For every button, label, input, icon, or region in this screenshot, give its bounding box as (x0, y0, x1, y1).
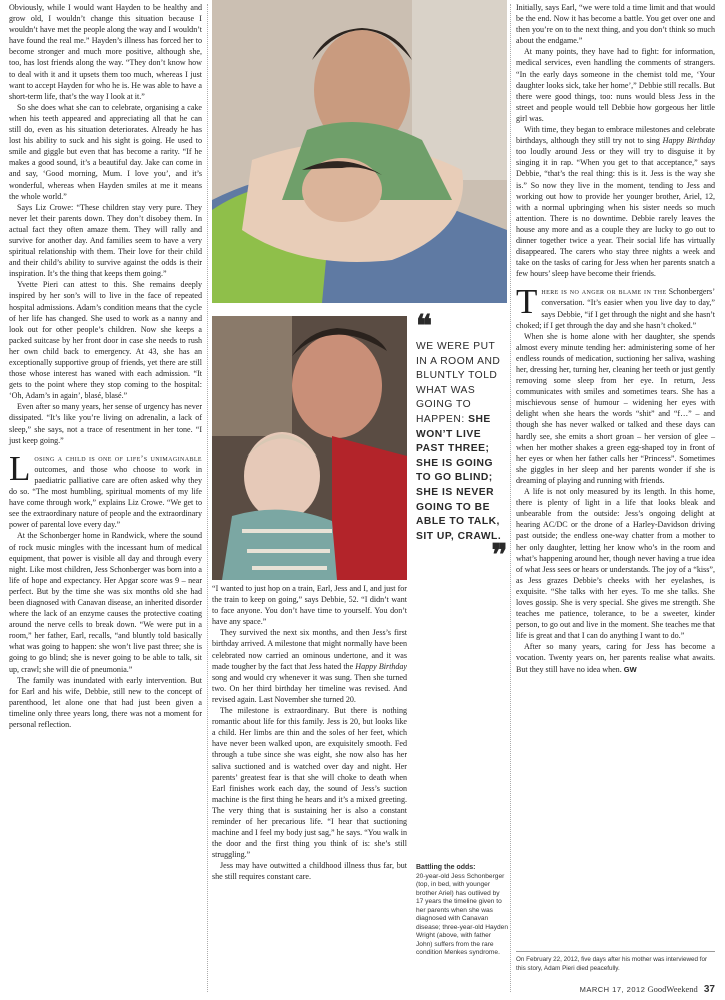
paragraph: The milestone is extraordinary. But there is nothing romantic about life for this family. Jess is 20, but looks like a child. Her limbs are thin and the soles of her feet, which have never been walked upon, are exquisitely smooth. Fed through a tube since she was eight, she now also has her saliva suctioned and is watched over day and night. Her parents’ greatest fear is that she will choke to death when Earl finishes work each day, the sound of Jess’s suction machine is the first thing he hears and it’s a mixed greeting. The very thing that is sustaining her is also a constant reminder of her precarious life. “I hear that suctioning machine and I feel my body just sag,” he says. “You walk in the door and the first thing you think of is: she’s still struggling.” (212, 706, 407, 860)
photo-illustration (212, 0, 507, 303)
paragraph-text: song and would cry whenever it was sung. Then she turned two. On her third birthday her timeline was revised. And revised again. Last November she turned 20. (212, 672, 407, 704)
song-title: Happy Birthday (355, 661, 407, 671)
footnote: On February 22, 2012, five days after his mother was interviewed for this story, Adam Pieri died peacefully. (516, 951, 715, 973)
paragraph-text: With time, they began to embrace milestones and celebrate birthdays, although they still try not to sing (516, 125, 715, 146)
drop-cap: L (9, 448, 31, 488)
paragraph-text: Schonbergers’ conversation. “It’s easier when you live day to day,” says Debbie, “if I get through the night and she hasn’t choked; if I get through the day and she hasn’t choked.” (516, 287, 715, 330)
paragraph: Jess may have outwitted a childhood illness thus far, but she still requires constant care. (212, 861, 407, 882)
article-column-1 (9, 2, 202, 730)
paragraph: Obviously, while I would want Hayden to be healthy and grow old, I wouldn’t change this situation because I wouldn’t have met the people along the way and I wouldn’t have found the real me.” Hayden’s illness has forced her to become stronger and much more positive, although she, too, has lost friends along the way. “They don’t know how to deal with it and it upsets them too much, whereas I just want to accept Hayden for who he is. He was able to have a short-term life, that’s the way I look at it.” (9, 3, 202, 101)
page-folio (580, 984, 715, 995)
lead-in-caps: here is no anger or blame in the (541, 287, 667, 297)
photo-hayden-and-john (212, 316, 407, 580)
photo-caption (416, 864, 508, 958)
column-rule-right (510, 4, 511, 992)
magazine-name: GoodWeekend (647, 984, 698, 994)
paragraph-text: They survived the next six months, and then Jess’s first birthday arrived. A milestone that might normally have been celebrated now carried an ominous undertone, and it was made tougher by the fact that Jess hated the (212, 628, 407, 671)
column-rule-left (207, 4, 208, 992)
paragraph-text: too loudly around Jess or they will try to disguise it by singing it in rap. “When you get to that acceptance,” says Debbie, “that’s the real thing: this is it. Jess is the way she is.” So now they live in the moment, tending to Jess and working out how to provide her younger brother, Ariel, 12, with a normal upbringing when his sister needs so much attention. There is no downtime. Debbie rarely leaves the house any more and as a couple they are lucky to go out to dinner together twice a year. Their social life has virtually disappeared. The carers who stay three nights a week and take on the tasks of caring for Jess when her parents snatch a few hours’ sleep have become their friends. (516, 147, 715, 279)
end-mark: GW (623, 664, 637, 674)
page-number: 37 (703, 984, 715, 995)
paragraph (516, 124, 715, 279)
section-opening-paragraph (516, 282, 715, 330)
paragraph: Yvette Pieri can attest to this. She remains deeply inspired by her son’s will to live in the face of repeated hospital admissions. Adam’s condition means that the cycle of her life has changed. She used to work as a nanny and look out for other people’s children. Now she keeps a packed suitcase by her front door in case she needs to rush her own child back to emergency. At 43, she has an exceptionally supportive group of friends, yet there are still those whose interest has waned with each admission. “It gets to the point where they stop coming to the hospital: ‘Oh, Adam’s in again’, blasé, blasé.” (9, 280, 202, 401)
paragraph: When she is home alone with her daughter, she spends almost every minute tending her: administering some of her endless rounds of medication, suctioning her saliva, washing her, dressing her, turning her, cleaning her teeth or just gently removing some sleep from her eye. In return, Jess communicates with smiles and sometimes tears. She has a mischievous sense of humour – widening her eyes with delight when she hears the words “shit” and “f…” – and though she has never walked or talked and these days can hardly see, she emits a short groan – her version of glee – when her mother shakes a green egg-shaped toy in front of her eyes or when her father calls her “Princess”. Sometimes she giggles in her sleep and her parents wonder if she is dreaming of playing and running with friends. (516, 331, 715, 485)
paragraph: Even after so many years, her sense of urgency has never dissipated. “It’s like you’re living on adrenalin, a lack of sleep,” she says, not a trace of resentment in her tone. “I just keep going.” (9, 402, 202, 445)
pull-quote-bold-text: SHE WON’T LIVE PAST THREE; SHE IS GOING TO GO BLIND; SHE IS NEVER GOING TO BE ABLE TO TALK, SIT UP, CRAWL. (416, 413, 502, 542)
paragraph-text: After so many years, caring for Jess has become a vocation. Twenty years on, her parents realise what awaits. But they still have no idea when. (516, 642, 715, 674)
close-quote-icon: ❞ (491, 539, 508, 573)
paragraph (516, 641, 715, 674)
article-column-2 (212, 583, 407, 883)
lead-in-caps: osing a child is one of life’s unimaginable (34, 453, 202, 463)
paragraph: Initially, says Earl, “we were told a time limit and that would be the end. Now it has become a battle. You get over one and then you’re on to the next thing, and you don’t think so much about the endgame.” (516, 3, 715, 46)
song-title: Happy Birthday (662, 136, 715, 146)
paragraph: At the Schonberger home in Randwick, where the sound of rock music mingles with the incessant hum of medical equipment, that power is visible all day and through every night. Like most children, Jess Schonberger was born into a life of hope and expectancy. Her Apgar score was 9 – near perfect. But by the time she was six months old she had been diagnosed with Canavan disease, an inherited disorder where the lack of an enzyme causes the protective coating around the nerve cells to break down. “We were put in a room,” her father, Earl, recalls, “and bluntly told basically what was going to happen: she won’t live past three; she is going to go blind; she is never going to be able to talk, sit up, crawl; she will die of pneumonia.” (9, 531, 202, 674)
issue-date: MARCH 17, 2012 (579, 985, 646, 994)
drop-cap: T (516, 282, 538, 322)
paragraph: The family was inundated with early intervention. But for Earl and his wife, Debbie, still new to the concept of parenthood, let alone one that had just been given a timeline only three years long, there was not a moment for personal reflection. (9, 675, 202, 729)
section-opening-paragraph (9, 448, 202, 531)
paragraph: Says Liz Crowe: “These children stay very pure. They never let their parents down. They don’t disobey them. In actual fact they often amaze them. They will rally and survive for another day. And families seem to have a very spiritual relationship with them. Their love for their child and their child’s ability to survive against the odds is their inspiration. It’s the thing that keeps them going.” (9, 202, 202, 279)
paragraph (212, 627, 407, 705)
open-quote-icon: ❝ (416, 310, 433, 343)
paragraph: So she does what she can to celebrate, organising a cake when his teeth appeared and appreciating all that he can still do, even as his situation deteriorates. Already he has lost his ability to suck and his sight is going. He used to smile and giggle but even that has become a rarity. “If he makes a good sound, it’s a beautiful day. Jake can come in and say, ‘Good morning, Mum. I love you’, and it’s wonderful, whereas when Hayden smiles at me it means the whole world.” (9, 102, 202, 201)
caption-title: Battling the odds: (416, 864, 476, 871)
paragraph: At many points, they have had to fight: for information, medical services, even handling the comments of strangers. “In the early days someone in the chemist told me, ‘Your daughter looks sick, take her home’,” Debbie still recalls. But there were good things, too: nuns would bless Jess in the street and people would tell Debbie how gorgeous her little girl was. (516, 47, 715, 123)
photo-illustration (212, 316, 407, 580)
paragraph-text: outcomes, and those who choose to work in paediatric palliative care are often asked why they do so. “The most humbling, spiritual moments of my life have come through work,” explains Liz Crowe. “We get to see the extraordinary nature of people and the extraordinary power of parental love every day.” (9, 464, 202, 530)
pull-quote-text: WE WERE PUT IN A ROOM AND BLUNTLY TOLD WHAT WAS GOING TO HAPPEN: (416, 341, 501, 425)
photo-jess-and-ariel (212, 0, 507, 303)
paragraph: “I wanted to just hop on a train, Earl, Jess and I, and just for the train to keep on going,” says Debbie, 52. “I didn’t want to face anyone. You don’t have time to yourself. You don’t have any space.” (212, 584, 407, 627)
article-column-3 (516, 2, 715, 675)
pull-quote (416, 310, 508, 573)
paragraph: A life is not only measured by its length. In this home, there is plenty of light in a life that looks bleak and unbearable from the outside: Jess’s ongoing delight at hearing AC/DC or the drone of a Harley-Davidson driving past outside; the endless one-way chatter from a mother to her only daughter, letting her know who’s in the room and what’s happening around her, though never having a true idea of what Jess sees or hears or understands. The joy of a “kiss”, as Jess grazes Debbie’s cheeks with her eyelashes, is exquisite. “She talks with her eyes. To me she talks. She loves gossip. She is very special. She gives me strength. She teaches me patience, tolerance, to be a sweeter, kinder person, to go out and live in the moment. She teaches me that life is great and that I can do anything I want to do.” (516, 487, 715, 641)
caption-text: 20-year-old Jess Schonberger (top, in bed, with younger brother Ariel) has outlived by 17 years the timeline given to her parents when she was diagnosed with Canavan disease; three-year-old Hayden Wright (above, with father John) suffers from the rare condition Menkes syndrome. (416, 872, 508, 956)
